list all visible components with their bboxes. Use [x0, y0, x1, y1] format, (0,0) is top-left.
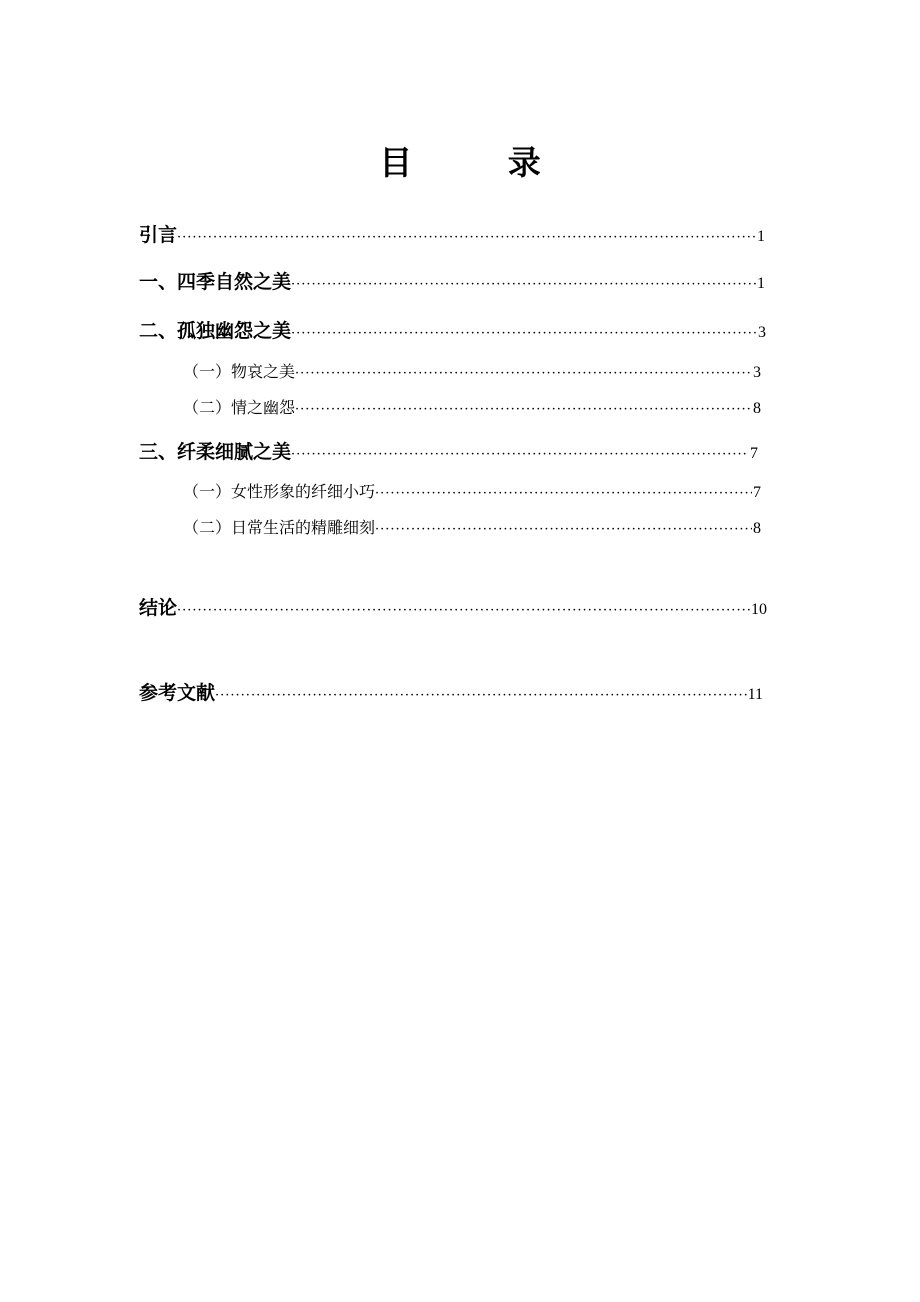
toc-dot-leader [295, 366, 752, 381]
toc-dot-leader [375, 486, 752, 501]
toc-entry-title: （二）日常生活的精雕细刻 [183, 518, 376, 537]
toc-page-number: 10 [751, 601, 767, 618]
toc-entry-title: （一）物哀之美 [183, 362, 296, 381]
toc-page-number: 3 [753, 364, 761, 381]
toc-dot-leader [215, 688, 747, 703]
toc-entry-section-2[interactable] [139, 316, 766, 346]
toc-entry-title: 一、四季自然之美 [139, 271, 292, 293]
toc-entry-section-3-1[interactable] [183, 479, 761, 509]
toc-entry-section-1[interactable] [139, 267, 765, 297]
toc-page-number: 1 [757, 228, 765, 245]
toc-dot-leader [177, 230, 756, 245]
toc-dot-leader [291, 277, 756, 292]
toc-entry-section-2-2[interactable] [183, 395, 761, 425]
toc-page-number: 7 [753, 484, 761, 501]
toc-page-number: 1 [757, 275, 765, 292]
toc-dot-leader [295, 402, 752, 417]
toc-page-number: 7 [750, 445, 758, 462]
toc-entry-section-3[interactable] [139, 437, 758, 467]
toc-entry-title: （一）女性形象的纤细小巧 [183, 482, 376, 501]
toc-entry-section-3-2[interactable] [183, 515, 761, 545]
toc-entry-conclusion[interactable] [139, 593, 767, 623]
toc-dot-leader [291, 326, 757, 341]
toc-page-number: 8 [753, 400, 761, 417]
page-title: 目 录 [379, 143, 583, 182]
toc-dot-leader [177, 603, 750, 618]
toc-entry-title: 引言 [139, 224, 178, 246]
toc-entry-section-2-1[interactable] [183, 359, 761, 389]
toc-entry-title: （二）情之幽怨 [183, 398, 296, 417]
toc-entry-references[interactable] [139, 678, 763, 708]
toc-entry-title: 结论 [139, 597, 178, 619]
toc-entry-title: 参考文献 [139, 682, 216, 704]
toc-dot-leader [291, 447, 749, 462]
toc-page-number: 3 [758, 324, 766, 341]
toc-page-number: 8 [753, 520, 761, 537]
toc-page-number: 11 [747, 686, 763, 703]
toc-entry-introduction[interactable] [139, 220, 765, 250]
toc-entry-title: 三、纤柔细腻之美 [139, 441, 292, 463]
toc-dot-leader [375, 522, 752, 537]
toc-entry-title: 二、孤独幽怨之美 [139, 320, 292, 342]
